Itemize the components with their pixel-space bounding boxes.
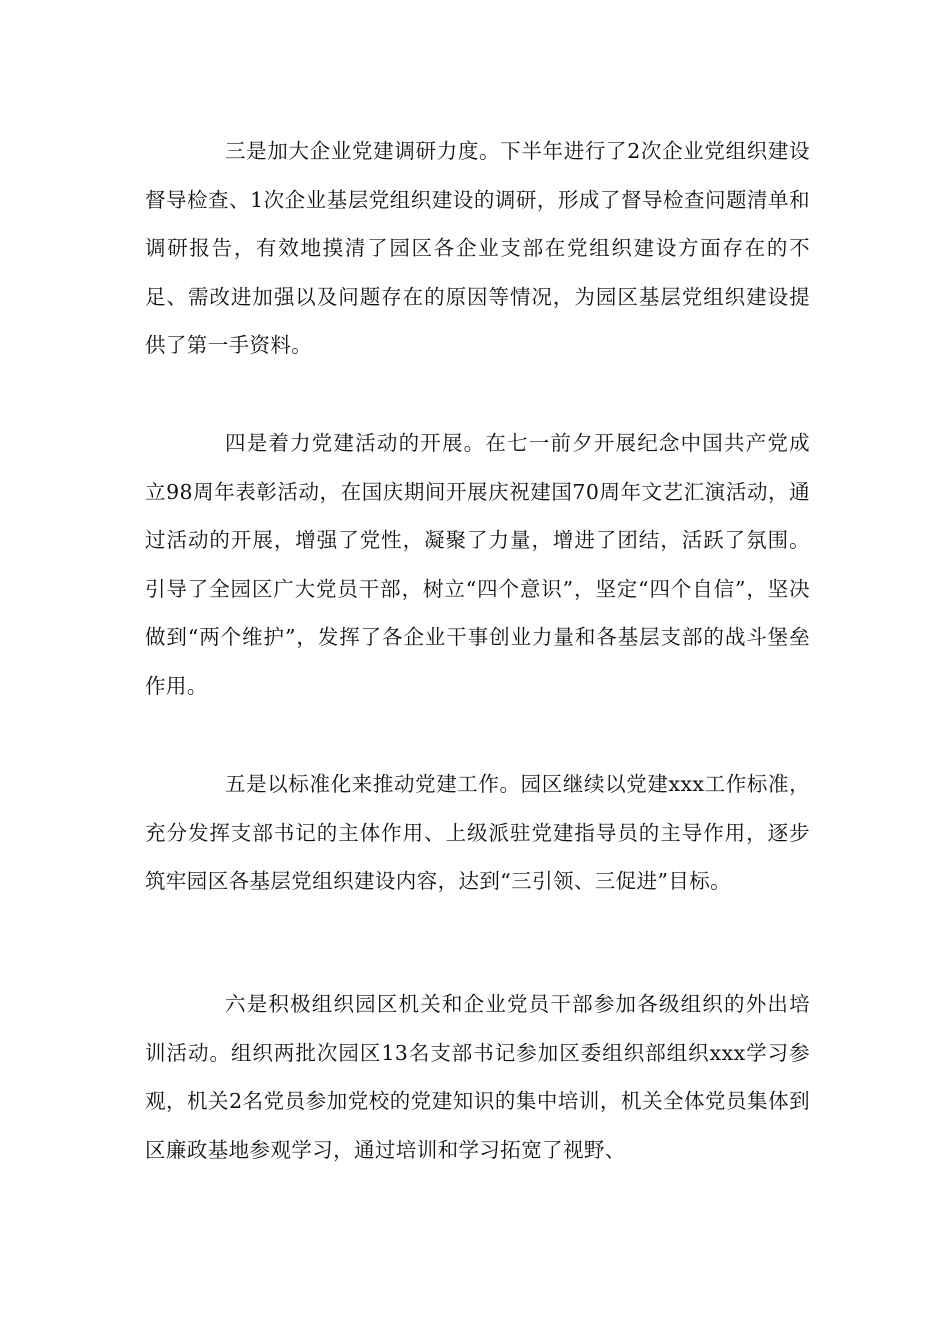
paragraph-research: 三是加大企业党建调研力度。下半年进行了2次企业党组织建设督导检查、1次企业基层党组织建设的调研，形成了督导检查问题清单和调研报告，有效地摸清了园区各企业支部在党组织建设方面存在的不足、需改进加强以及问题存在的原因等情况，为园区基层党组织建设提供了第一手资料。 (145, 139, 810, 358)
paragraph-training: 六是积极组织园区机关和企业党员干部参加各级组织的外出培训活动。组织两批次园区13名支部书记参加区委组织部组织xxx学习参观，机关2名党员参加党校的党建知识的集中培训，机关全体党员集体到区廉政基地参观学习，通过培训和学习拓宽了视野、 (145, 992, 810, 1162)
paragraph-activities: 四是着力党建活动的开展。在七一前夕开展纪念中国共产党成立98周年表彰活动，在国庆期间开展庆祝建国70周年文艺汇演活动，通过活动的开展，增强了党性，凝聚了力量，增进了团结，活跃了氛围。引导了全园区广大党员干部，树立“四个意识”，坚定“四个自信”，坚决做到“两个维护”，发挥了各企业干事创业力量和各基层支部的战斗堡垒作用。 (145, 431, 810, 698)
paragraph-standardization: 五是以标准化来推动党建工作。园区继续以党建xxx工作标准，充分发挥支部书记的主体作用、上级派驻党建指导员的主导作用，逐步筑牢园区各基层党组织建设内容，达到“三引领、三促进”目标。 (145, 772, 810, 894)
